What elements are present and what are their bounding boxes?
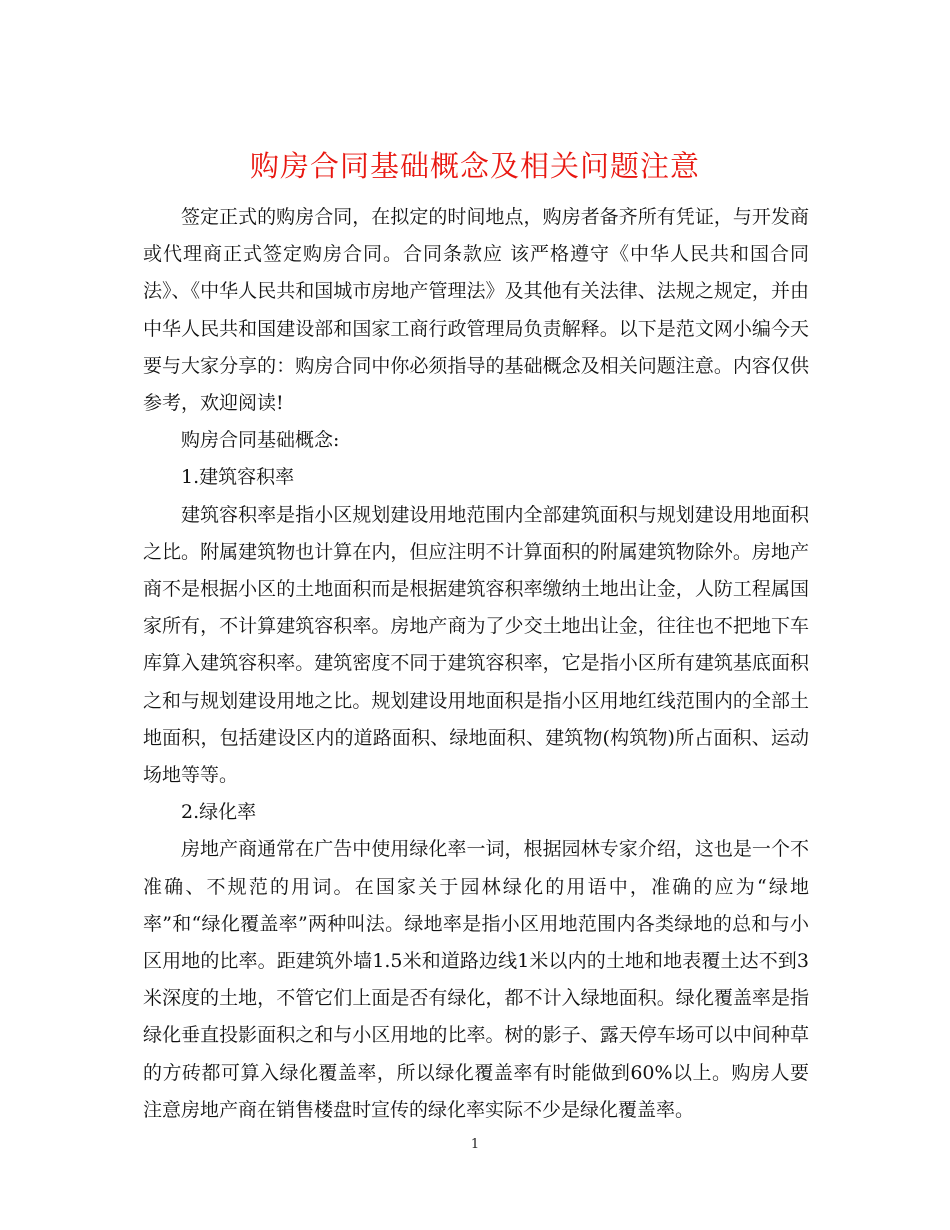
subheading-floor-area-ratio: 1.建筑容积率 <box>181 466 295 489</box>
greening-rate-paragraph: 房地产商通常在广告中使用绿化率一词，根据园林专家介绍，这也是一个不准确、不规范的用词。在国家关于园林绿化的用语中，准确的应为“绿地率”和“绿化覆盖率”两种叫法。绿地率是指小区用地范围内各类绿地的总和与小区用地的比率。距建筑外墙1.5米和道路边线1米以内的土地和地表覆土达不到3米深度的土地，不管它们上面是否有绿化，都不计入绿地面积。绿化覆盖率是指绿化垂直投影面积之和与小区用地的比率。树的影子、露天停车场可以中间种草的方砖都可算入绿化覆盖率，所以绿化覆盖率有时能做到60%以上。购房人要注意房地产商在销售楼盘时宣传的绿化率实际不少是绿化覆盖率。 <box>143 838 809 1121</box>
floor-area-ratio-paragraph: 建筑容积率是指小区规划建设用地范围内全部建筑面积与规划建设用地面积之比。附属建筑物也计算在内，但应注明不计算面积的附属建筑物除外。房地产商不是根据小区的土地面积而是根据建筑容积率缴纳土地出让金，人防工程属国家所有，不计算建筑容积率。房地产商为了少交土地出让金，往往也不把地下车库算入建筑容积率。建筑密度不同于建筑容积率，它是指小区所有建筑基底面积之和与规划建设用地之比。规划建设用地面积是指小区用地红线范围内的全部土地面积，包括建设区内的道路面积、绿地面积、建筑物(构筑物)所占面积、运动场地等等。 <box>143 503 809 787</box>
document-title: 购房合同基础概念及相关问题注意 <box>249 149 700 184</box>
subheading-greening-rate: 2.绿化率 <box>181 801 257 824</box>
intro-paragraph: 签定正式的购房合同，在拟定的时间地点，购房者备齐所有凭证，与开发商或代理商正式签定购房合同。合同条款应 该严格遵守《中华人民共和国合同法》、《中华人民共和国城市房地产管理法》及其他有关法律、法规之规定，并由中华人民共和国建设部和国家工商行政管理局负责解释。以下是范文网小编今天要与大家分享的：购房合同中你必须指导的基础概念及相关问题注意。内容仅供参考，欢迎阅读! <box>143 206 809 415</box>
section-heading-basic-concepts: 购房合同基础概念: <box>181 429 340 452</box>
page-number: 1 <box>470 1137 480 1152</box>
document-body <box>143 199 809 1129</box>
